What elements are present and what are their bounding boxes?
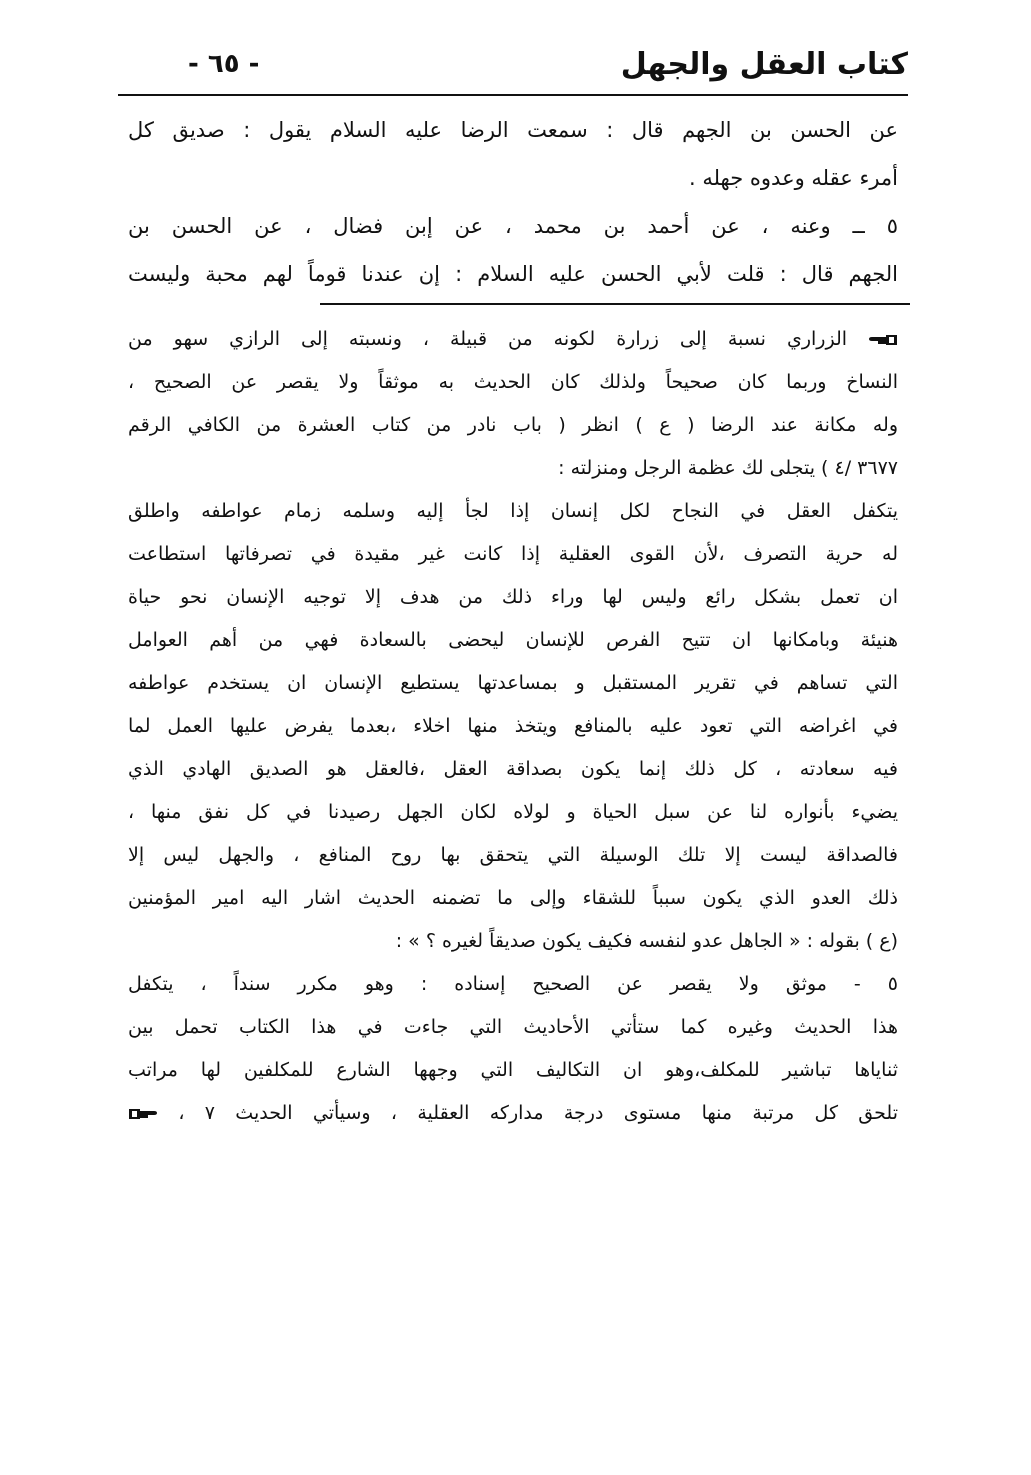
note-line: ٥ - موثق ولا يقصر عن الصحيح إسناده : وهو مكرر سنداً ، يتكفل: [128, 973, 898, 995]
pointing-hand-icon: [128, 1107, 158, 1121]
note-line: هذا الحديث وغيره كما ستأتي الأحاديث التي جاءت في هذا الكتاب تحمل بين: [128, 1016, 898, 1038]
page-number: - ٦٥ -: [188, 49, 260, 79]
note-line-first: [128, 318, 898, 361]
note-line: ذلك العدو الذي يكون سبباً للشقاء وإلى ما تضمنه الحديث اشار اليه امير المؤمنين: [128, 887, 898, 909]
note-line: التي تساهم في تقرير المستقبل و بمساعدتها يستطيع الإنسان ان يستخدم عواطفه: [128, 672, 898, 694]
note-line: هنيئة وبامكانها ان تتيح الفرص للإنسان ليحضى بالسعادة فهي من أهم العوامل: [128, 629, 898, 651]
main-line: ٥ ــ وعنه ، عن أحمد بن محمد ، عن إبن فضال ، عن الحسن بن: [128, 214, 898, 238]
note-line: يضيء بأنواره لنا عن سبل الحياة و لولاه لكان الجهل رصيدنا في كل نفق منها ،: [128, 801, 898, 823]
note-line: تلحق كل مرتبة منها مستوى درجة مداركه العقلية ، وسيأتي الحديث ٧ ،: [178, 1102, 898, 1124]
note-line: وله مكانة عند الرضا ( ع ) انظر ( باب نادر من كتاب العشرة من الكافي الرقم: [128, 414, 898, 436]
header-divider: [118, 94, 908, 96]
note-line: في اغراضه التي تعود عليه بالمنافع ويتخذ منها اخلاء ،بعدما يفرض عليها العمل لما: [128, 715, 898, 737]
main-line: أمرء عقله وعدوه جهله .: [689, 166, 898, 190]
main-line: عن الحسن بن الجهم قال : سمعت الرضا عليه السلام يقول : صديق كل: [128, 118, 898, 142]
pointing-hand-icon: [868, 333, 898, 347]
note-line: فالصداقة ليست إلا تلك الوسيلة التي يتحقق بها روح المنافع ، والجهل ليس إلا: [128, 844, 898, 866]
chapter-title: كتاب العقل والجهل: [620, 46, 908, 82]
note-line: فيه سعادته ، كل ذلك إنما يكون بصداقة العقل ،فالعقل هو الصديق الهادي الذي: [128, 758, 898, 780]
page-header: [118, 38, 908, 90]
main-line: الجهم قال : قلت لأبي الحسن عليه السلام : إن عندنا قوماً لهم محبة وليست: [128, 262, 898, 286]
note-line: يتكفل العقل في النجاح لكل إنسان إذا لجأ إليه وسلمه زمام عواطفه واطلق: [128, 500, 898, 522]
footnote-divider: [320, 303, 910, 305]
note-line: (ع ) بقوله : « الجاهل عدو لنفسه فكيف يكون صديقاً لغيره ؟ » :: [395, 930, 898, 952]
note-line: النساخ وربما كان صحيحاً ولذلك كان الحديث به موثقاً ولا يقصر عن الصحيح ،: [128, 371, 898, 393]
note-line-last: [128, 1092, 898, 1135]
main-text: [128, 106, 898, 298]
note-line: ٣٦٧٧ /٤ ) يتجلى لك عظمة الرجل ومنزلته :: [558, 457, 898, 479]
footnotes: [128, 318, 898, 1135]
note-line: له حرية التصرف ،لأن القوى العقلية إذا كانت غير مقيدة في تصرفاتها استطاعت: [128, 543, 898, 565]
note-line: الزراري نسبة إلى زرارة لكونه من قبيلة ، ونسبته إلى الرازي سهو من: [128, 328, 848, 350]
note-line: ثناياها تباشير للمكلف،وهو ان التكاليف التي وجهها الشارع للمكلفين لها مراتب: [128, 1059, 898, 1081]
note-line: ان تعمل بشكل رائع وليس لها وراء ذلك من هدف إلا توجيه الإنسان نحو حياة: [128, 586, 898, 608]
